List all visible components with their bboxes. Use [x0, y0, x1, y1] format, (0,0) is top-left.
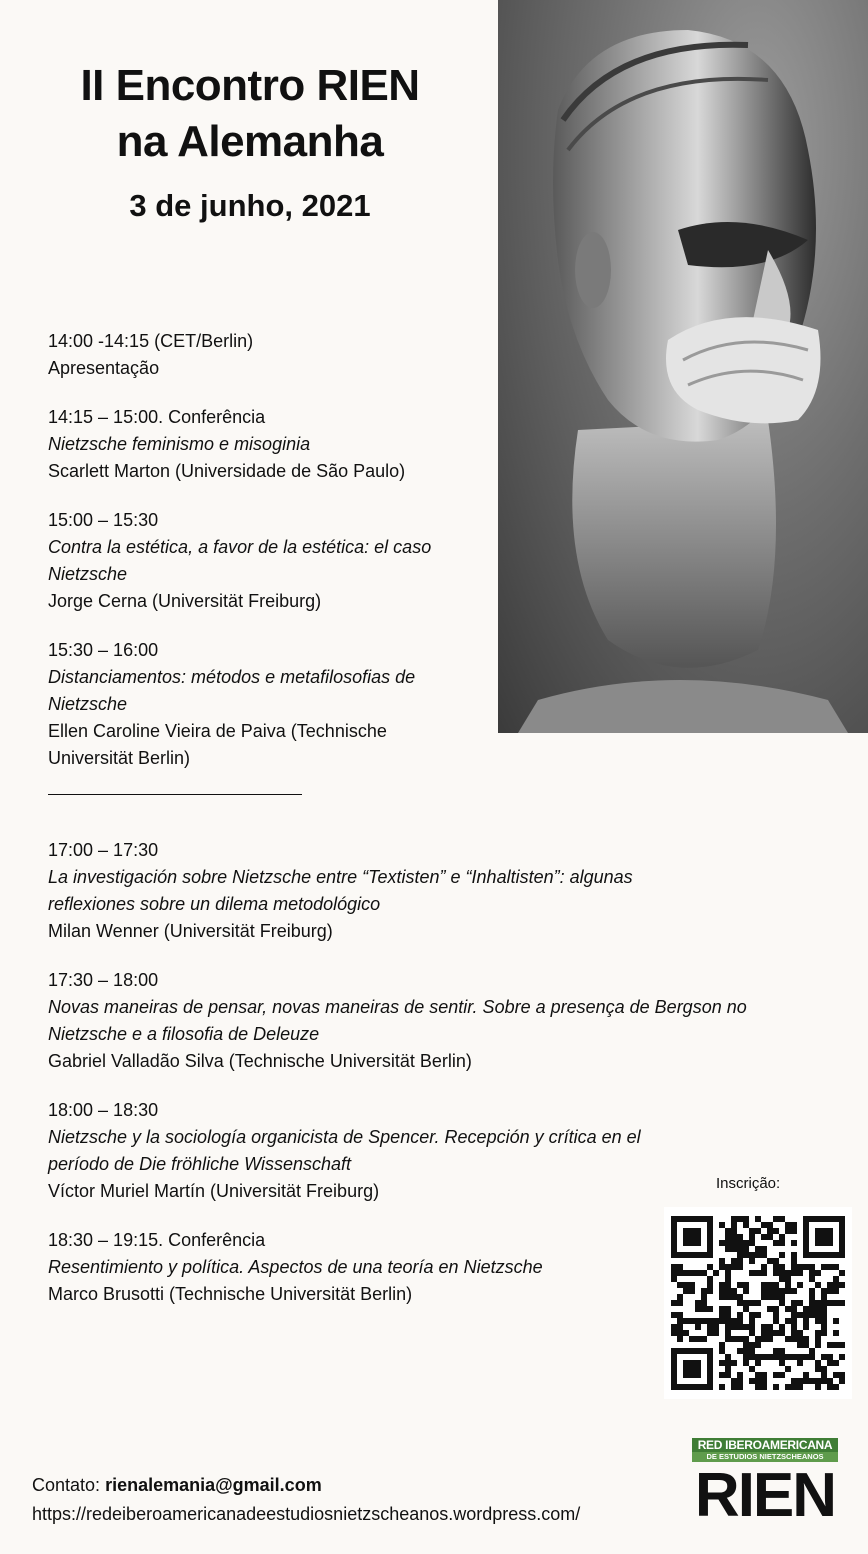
contact-line — [32, 1471, 580, 1500]
registration-qr-code[interactable] — [664, 1207, 852, 1399]
session-title: Resentimiento y política. Aspectos de una teoría en Nietzsche — [48, 1257, 543, 1277]
session-speaker: Apresentação — [48, 358, 160, 378]
break-separator — [48, 794, 302, 795]
contact-email-link[interactable]: rienalemania@gmail.com — [105, 1475, 322, 1495]
logo-line-1: RED IBEROAMERICANA — [692, 1438, 838, 1452]
event-title — [30, 58, 470, 224]
session-time: 15:30 – 16:00 — [48, 640, 159, 660]
session-item — [48, 404, 768, 485]
session-item — [48, 967, 768, 1075]
session-time: 17:00 – 17:30 — [48, 840, 159, 860]
session-item — [48, 637, 768, 772]
session-speaker: Víctor Muriel Martín (Universität Freiburg) — [48, 1181, 380, 1201]
session-time: 18:30 – 19:15. Conferência — [48, 1230, 266, 1250]
title-line-1: II Encontro RIEN — [80, 61, 420, 110]
session-time: 17:30 – 18:00 — [48, 970, 159, 990]
session-speaker: Marco Brusotti (Technische Universität Berlin) — [48, 1284, 413, 1304]
contact-block — [32, 1471, 580, 1529]
session-speaker: Ellen Caroline Vieira de Paiva (Technische Universität Berlin) — [48, 721, 387, 768]
event-date: 3 de junho, 2021 — [129, 188, 371, 223]
session-title: Distanciamentos: métodos e metafilosofias de Nietzsche — [48, 667, 416, 714]
session-item — [48, 1097, 768, 1205]
registration-label: Inscrição: — [716, 1175, 781, 1192]
session-title: Contra la estética, a favor de la estética: el caso Nietzsche — [48, 537, 432, 584]
qr-code-pattern — [664, 1207, 852, 1399]
website-link[interactable]: https://redeiberoamericanadeestudiosnietzscheanos.wordpress.com/ — [32, 1504, 581, 1524]
rien-logo — [692, 1438, 838, 1534]
session-time: 14:00 -14:15 (CET/Berlin) — [48, 331, 254, 351]
logo-line-2: DE ESTUDIOS NIETZSCHEANOS — [692, 1452, 838, 1462]
session-title: Nietzsche y la sociología organicista de Spencer. Recepción y crítica en el período de Die fröhliche Wissenschaft — [48, 1127, 641, 1174]
session-title: Nietzsche feminismo e misoginia — [48, 434, 311, 454]
session-speaker: Milan Wenner (Universität Freiburg) — [48, 921, 333, 941]
logo-word: RIEN — [694, 1461, 836, 1530]
contact-label: Contato: — [32, 1475, 101, 1495]
program-schedule — [48, 328, 768, 1330]
session-item — [48, 507, 768, 615]
title-line-2: na Alemanha — [116, 117, 384, 166]
session-opening — [48, 328, 768, 382]
session-speaker: Gabriel Valladão Silva (Technische Universität Berlin) — [48, 1051, 472, 1071]
session-item — [48, 837, 768, 945]
session-title: Novas maneiras de pensar, novas maneiras de sentir. Sobre a presença de Bergson no Nietzsche e a filosofia de Deleuze — [48, 997, 747, 1044]
session-speaker: Jorge Cerna (Universität Freiburg) — [48, 591, 322, 611]
session-title: La investigación sobre Nietzsche entre “Textisten” e “Inhaltisten”: algunas reflexiones sobre un dilema metodológico — [48, 867, 633, 914]
session-time: 14:15 – 15:00. Conferência — [48, 407, 266, 427]
session-time: 18:00 – 18:30 — [48, 1100, 159, 1120]
session-speaker: Scarlett Marton (Universidade de São Paulo) — [48, 461, 406, 481]
session-time: 15:00 – 15:30 — [48, 510, 159, 530]
session-item — [48, 1227, 768, 1308]
